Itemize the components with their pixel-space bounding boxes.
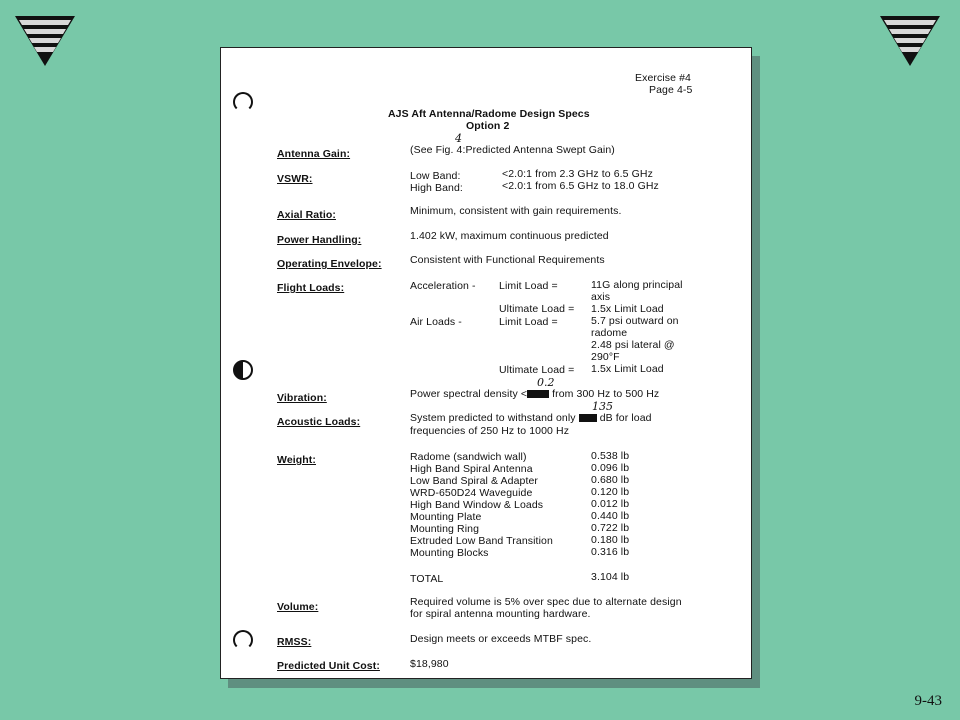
weight-item: Mounting Blocks xyxy=(410,547,489,559)
spec-value-rmss: Design meets or exceeds MTBF spec. xyxy=(410,633,592,645)
vswr-low-band-value: <2.0:1 from 2.3 GHz to 6.5 GHz xyxy=(502,168,653,180)
triangle-logo-icon xyxy=(878,14,942,68)
weight-value: 0.722 lb xyxy=(591,522,630,534)
spec-value-volume-line2: for spiral antenna mounting hardware. xyxy=(410,608,591,620)
weight-value: 0.012 lb xyxy=(591,498,630,510)
weight-value: 0.538 lb xyxy=(591,450,630,462)
spec-value-acoustic-loads-line1: System predicted to withstand only dB for load xyxy=(410,412,652,424)
air-limit-value-line3: 2.48 psi lateral @ xyxy=(591,339,675,351)
accel-ultimate-value: 1.5x Limit Load xyxy=(591,303,664,315)
weight-item: High Band Window & Loads xyxy=(410,499,544,511)
spec-label-flight-loads: Flight Loads: xyxy=(277,282,345,294)
handwritten-vibration-value: 0.2 xyxy=(537,376,555,389)
handwritten-fig-number: 4 xyxy=(455,132,462,145)
weight-total-label: TOTAL xyxy=(410,573,444,585)
spec-label-acoustic-loads: Acoustic Loads: xyxy=(277,416,361,428)
weight-value: 0.316 lb xyxy=(591,546,630,558)
punch-hole-icon xyxy=(233,92,253,112)
slide-number: 9-43 xyxy=(914,693,942,709)
vswr-high-band-value: <2.0:1 from 6.5 GHz to 18.0 GHz xyxy=(502,180,659,192)
weight-value: 0.120 lb xyxy=(591,486,630,498)
weight-item: Extruded Low Band Transition xyxy=(410,535,553,547)
spec-label-antenna-gain: Antenna Gain: xyxy=(277,148,351,160)
weight-value: 0.096 lb xyxy=(591,462,630,474)
punch-hole-icon xyxy=(233,360,253,380)
page-number-ref: Page 4-5 xyxy=(649,84,693,96)
spec-value-power-handling: 1.402 kW, maximum continuous predicted xyxy=(410,230,609,242)
spec-label-rmss: RMSS: xyxy=(277,636,312,648)
exercise-number: Exercise #4 xyxy=(635,72,691,84)
spec-value-unit-cost: $18,980 xyxy=(410,658,449,670)
weight-item: Mounting Plate xyxy=(410,511,482,523)
air-limit-value-line4: 290°F xyxy=(591,351,620,363)
air-loads-label: Air Loads - xyxy=(410,316,462,328)
document-title: AJS Aft Antenna/Radome Design Specs xyxy=(388,108,590,120)
struck-out-value xyxy=(527,390,549,398)
accel-ultimate-load-label: Ultimate Load = xyxy=(499,303,575,315)
air-limit-value-line2: radome xyxy=(591,327,628,339)
acceleration-label: Acceleration - xyxy=(410,280,476,292)
spec-label-power-handling: Power Handling: xyxy=(277,234,362,246)
air-ultimate-value: 1.5x Limit Load xyxy=(591,363,664,375)
spec-value-acoustic-loads-line2: frequencies of 250 Hz to 1000 Hz xyxy=(410,425,570,437)
weight-item: Mounting Ring xyxy=(410,523,480,535)
weight-item: High Band Spiral Antenna xyxy=(410,463,533,475)
triangle-logo-icon xyxy=(13,14,77,68)
vswr-high-band-label: High Band: xyxy=(410,182,463,194)
spec-label-axial-ratio: Axial Ratio: xyxy=(277,209,336,221)
spec-value-vibration: Power spectral density < from 300 Hz to 500 Hz xyxy=(410,388,660,400)
weight-value: 0.680 lb xyxy=(591,474,630,486)
document-subtitle: Option 2 xyxy=(466,120,510,132)
air-limit-load-label: Limit Load = xyxy=(499,316,558,328)
weight-item: Low Band Spiral & Adapter xyxy=(410,475,538,487)
air-limit-value-line1: 5.7 psi outward on xyxy=(591,315,679,327)
spec-label-operating-envelope: Operating Envelope: xyxy=(277,258,382,270)
spec-value-axial-ratio: Minimum, consistent with gain requirements. xyxy=(410,205,622,217)
vswr-low-band-label: Low Band: xyxy=(410,170,461,182)
punch-hole-icon xyxy=(233,630,253,650)
struck-out-value xyxy=(579,414,597,422)
spec-label-unit-cost: Predicted Unit Cost: xyxy=(277,660,380,672)
accel-limit-load-label: Limit Load = xyxy=(499,280,558,292)
weight-value: 0.180 lb xyxy=(591,534,630,546)
handwritten-acoustic-value: 135 xyxy=(592,400,613,413)
weight-item: WRD-650D24 Waveguide xyxy=(410,487,533,499)
air-ultimate-load-label: Ultimate Load = xyxy=(499,364,575,376)
spec-value-volume-line1: Required volume is 5% over spec due to alternate design xyxy=(410,596,682,608)
spec-label-volume: Volume: xyxy=(277,601,319,613)
weight-total-value: 3.104 lb xyxy=(591,571,630,583)
spec-value-operating-envelope: Consistent with Functional Requirements xyxy=(410,254,605,266)
weight-item: Radome (sandwich wall) xyxy=(410,451,527,463)
spec-label-vswr: VSWR: xyxy=(277,173,313,185)
spec-value-antenna-gain: (See Fig. 4:Predicted Antenna Swept Gain) xyxy=(410,144,615,156)
accel-limit-value-line1: 11G along principal xyxy=(591,279,683,291)
spec-label-weight: Weight: xyxy=(277,454,316,466)
document-page xyxy=(220,47,752,679)
weight-value: 0.440 lb xyxy=(591,510,630,522)
accel-limit-value-line2: axis xyxy=(591,291,611,303)
spec-label-vibration: Vibration: xyxy=(277,392,327,404)
